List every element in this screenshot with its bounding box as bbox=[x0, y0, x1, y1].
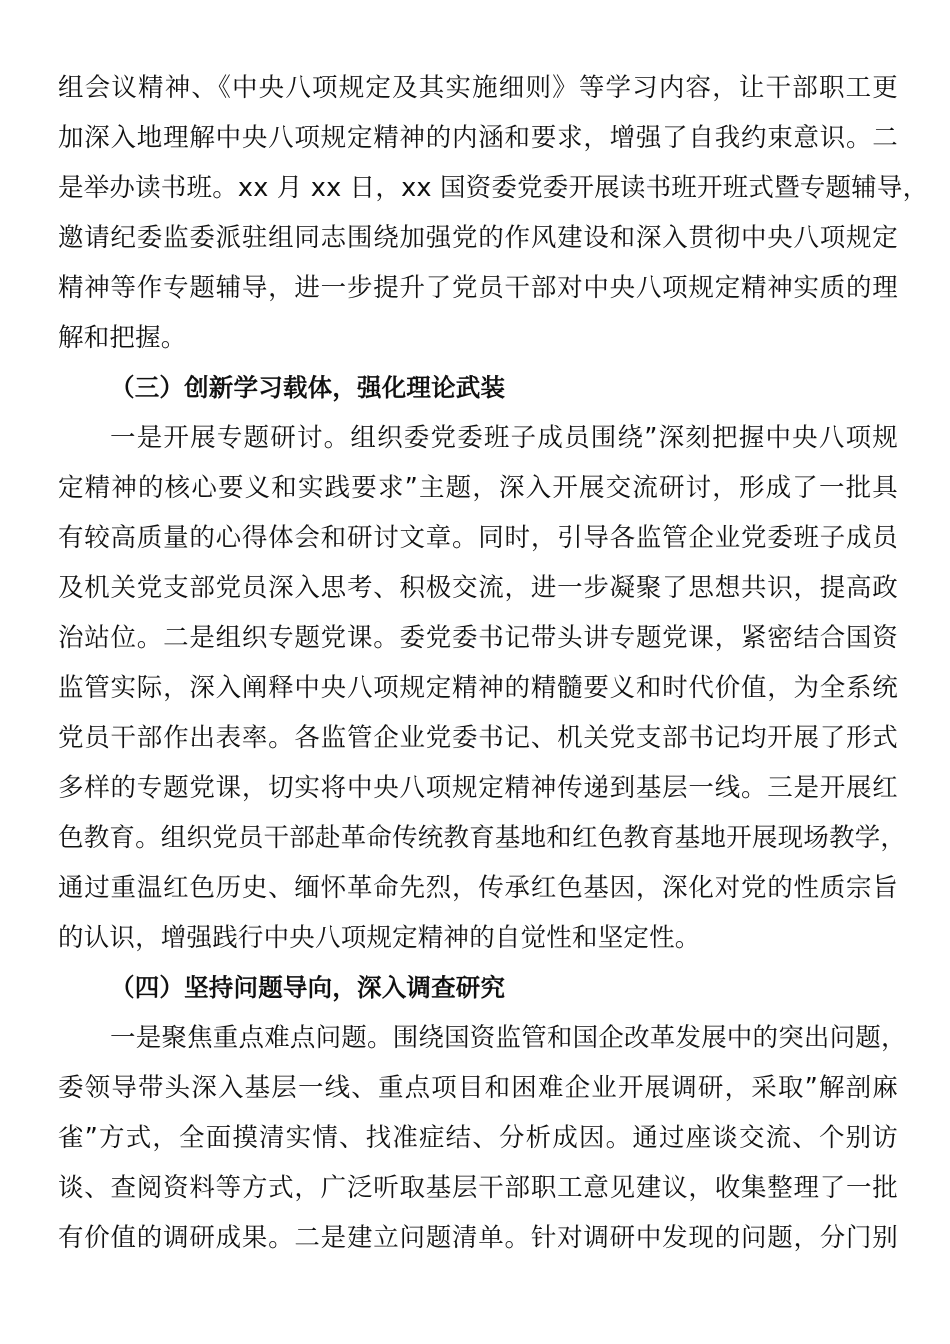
body-text-line: 多样的专题党课，切实将中央八项规定精神传递到基层一线。三是开展红 bbox=[58, 773, 898, 803]
body-text-line: 色教育。组织党员干部赴革命传统教育基地和红色教育基地开展现场教学， bbox=[58, 823, 907, 853]
body-text-line: 的认识，增强践行中央八项规定精神的自觉性和坚定性。 bbox=[58, 923, 701, 953]
body-text-line: 精神等作专题辅导，进一步提升了党员干部对中央八项规定精神实质的理 bbox=[58, 273, 898, 303]
body-text-line: 解和把握。 bbox=[58, 323, 187, 353]
paragraph-first-line: 一是开展专题研讨。组织委党委班子成员围绕”深刻把握中央八项规 bbox=[110, 423, 898, 453]
paragraph-first-line: 一是聚焦重点难点问题。围绕国资监管和国企改革发展中的突出问题， bbox=[110, 1023, 907, 1053]
body-text-line: 及机关党支部党员深入思考、积极交流，进一步凝聚了思想共识，提高政 bbox=[58, 573, 898, 603]
body-text-line: 邀请纪委监委派驻组同志围绕加强党的作风建设和深入贯彻中央八项规定 bbox=[58, 223, 898, 253]
body-text-line: 有价值的调研成果。二是建立问题清单。针对调研中发现的问题，分门别 bbox=[58, 1223, 898, 1253]
body-text-line: 通过重温红色历史、缅怀革命先烈，传承红色基因，深化对党的性质宗旨 bbox=[58, 873, 898, 903]
body-text-line: 加深入地理解中央八项规定精神的内涵和要求，增强了自我约束意识。二 bbox=[58, 123, 898, 153]
body-text-line: 雀”方式，全面摸清实情、找准症结、分析成因。通过座谈交流、个别访 bbox=[58, 1123, 898, 1153]
body-text-line: 定精神的核心要义和实践要求”主题，深入开展交流研讨，形成了一批具 bbox=[58, 473, 898, 503]
section-heading-4: （四）坚持问题导向，深入调查研究 bbox=[110, 973, 506, 1002]
body-text-line: 治站位。二是组织专题党课。委党委书记带头讲专题党课，紧密结合国资 bbox=[58, 623, 898, 653]
body-text-line: 党员干部作出表率。各监管企业党委书记、机关党支部书记均开展了形式 bbox=[58, 723, 898, 753]
body-text-line: 是举办读书班。xx 月 xx 日，xx 国资委党委开展读书班开班式暨专题辅导， bbox=[58, 173, 929, 203]
body-text-line: 谈、查阅资料等方式，广泛听取基层干部职工意见建议，收集整理了一批 bbox=[58, 1173, 898, 1203]
section-heading-3: （三）创新学习载体，强化理论武装 bbox=[110, 373, 506, 402]
body-text-line: 监管实际，深入阐释中央八项规定精神的精髓要义和时代价值，为全系统 bbox=[58, 673, 898, 703]
body-text-line: 组会议精神、《中央八项规定及其实施细则》等学习内容，让干部职工更 bbox=[58, 73, 898, 103]
body-text-line: 有较高质量的心得体会和研讨文章。同时，引导各监管企业党委班子成员 bbox=[58, 523, 898, 553]
body-text-line: 委领导带头深入基层一线、重点项目和困难企业开展调研，采取”解剖麻 bbox=[58, 1073, 898, 1103]
